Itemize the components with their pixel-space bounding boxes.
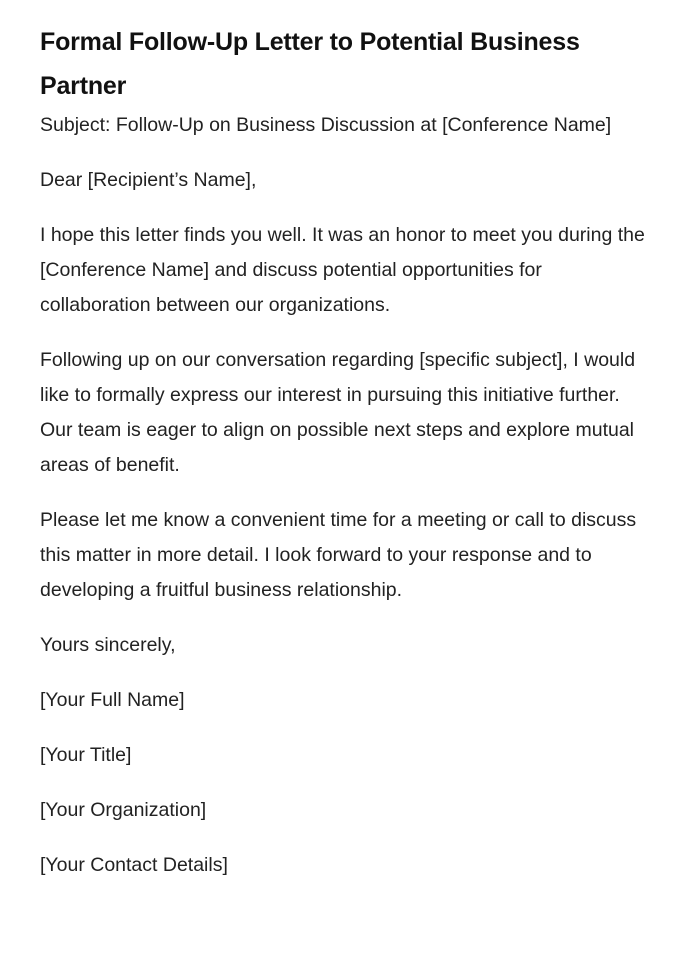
signature-title: [Your Title]: [40, 744, 132, 766]
letter-salutation: Dear [Recipient’s Name],: [40, 169, 257, 191]
letter-paragraph-intro: I hope this letter finds you well. It was an honor to meet you during the [Conference Name] and discuss potential opportunities for collaboration between our organizations.: [40, 224, 645, 316]
letter-document: [40, 20, 650, 903]
letter-paragraph-followup: Following up on our conversation regarding [specific subject], I would like to formally express our interest in pursuing this initiative further. Our team is eager to align on possible next steps and explore mutual areas of benefit.: [40, 349, 636, 476]
signature-name: [Your Full Name]: [40, 689, 185, 711]
signature-contact: [Your Contact Details]: [40, 854, 228, 876]
letter-title: Formal Follow-Up Letter to Potential Business Partner: [40, 28, 580, 100]
letter-closing: Yours sincerely,: [40, 634, 176, 656]
letter-paragraph-request: Please let me know a convenient time for a meeting or call to discuss this matter in more detail. I look forward to your response and to developing a fruitful business relationship.: [40, 509, 637, 601]
signature-organization: [Your Organization]: [40, 799, 207, 821]
letter-subject: Subject: Follow-Up on Business Discussion at [Conference Name]: [40, 114, 612, 136]
